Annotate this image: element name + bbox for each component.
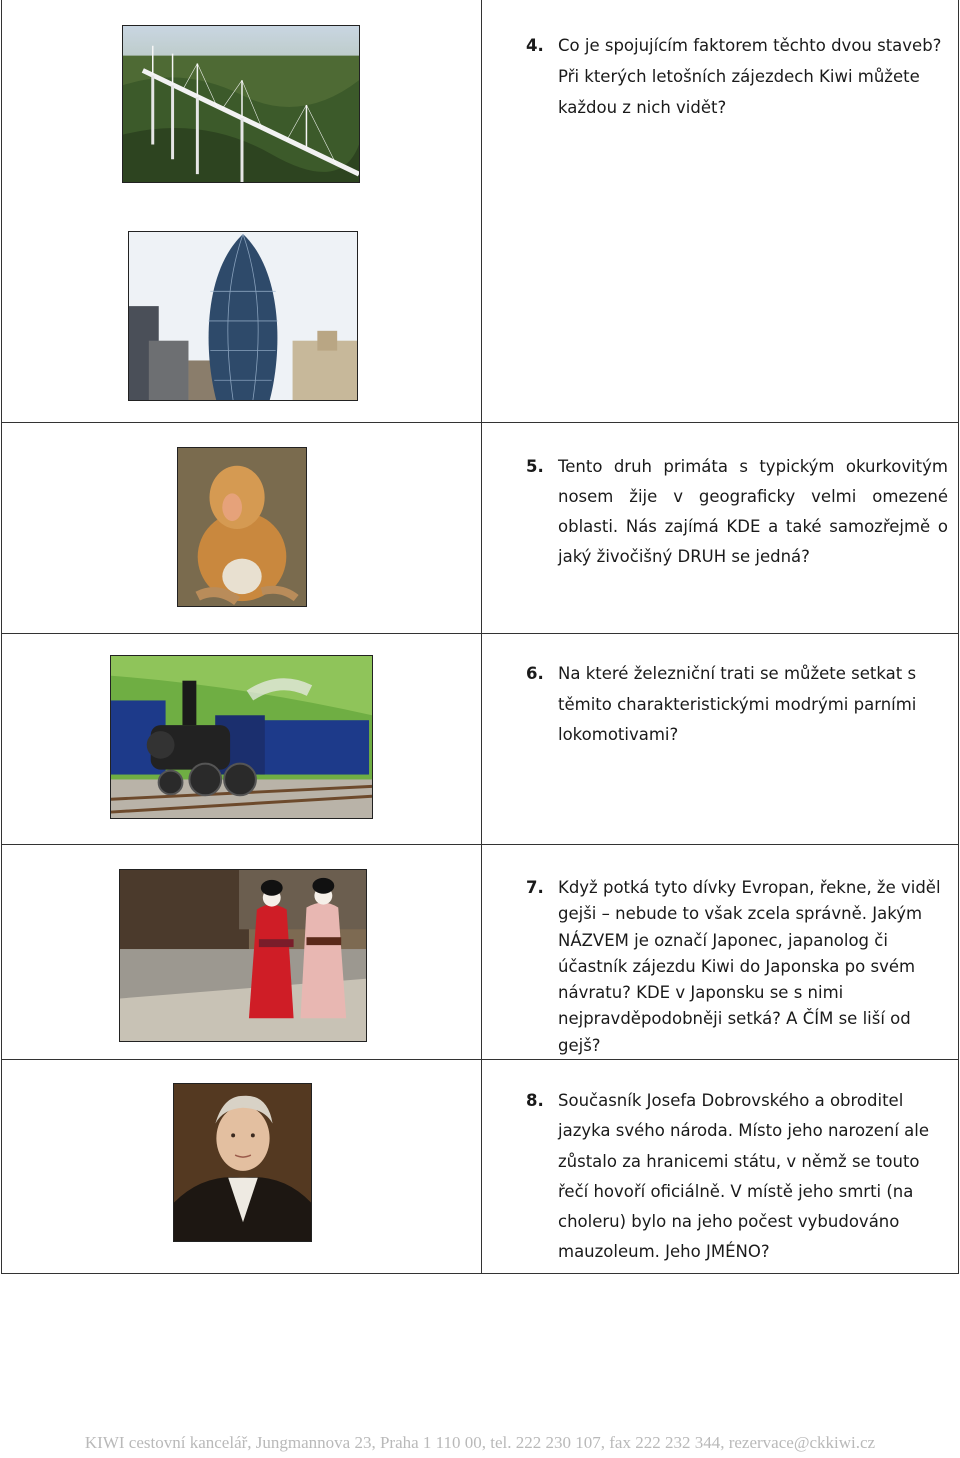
text-cell-4 bbox=[482, 0, 958, 422]
question-number: 6. bbox=[526, 664, 544, 683]
maiko-photo bbox=[119, 869, 367, 1042]
text-cell-5 bbox=[482, 423, 958, 633]
question-text: Tento druh primáta s typickým okurkovitým nosem žije v geograficky velmi omezené oblasti. Nás zajímá KDE a také samozřejmě o jaký živočišný DRUH se jedná? bbox=[558, 457, 948, 566]
quiz-row-4 bbox=[1, 0, 959, 423]
question-number: 5. bbox=[526, 457, 544, 476]
question-number: 4. bbox=[526, 36, 544, 55]
page-footer: KIWI cestovní kancelář, Jungmannova 23, Praha 1 110 00, tel. 222 230 107, fax 222 232 344, rezervace@ckkiwi.cz bbox=[84, 1433, 876, 1452]
question-4 bbox=[526, 30, 948, 123]
image-cell-6 bbox=[2, 633, 482, 844]
portrait-photo bbox=[173, 1083, 312, 1242]
text-cell-8 bbox=[482, 1059, 958, 1273]
question-7 bbox=[526, 875, 948, 1059]
question-text: Když potká tyto dívky Evropan, řekne, že viděl gejši – nebude to však zcela správně. Jakým NÁZVEM je označí Japonec, japanolog či účastník zájezdu Kiwi do Japonska po svém návratu? KDE v Japonsku se s nimi nejpravděpodobněji setká? A ČÍM se liší od gejš? bbox=[558, 878, 941, 1055]
quiz-row-5 bbox=[1, 422, 959, 634]
quiz-row-7 bbox=[1, 844, 959, 1060]
image-cell-7 bbox=[2, 844, 482, 1059]
image-cell-5 bbox=[2, 423, 482, 633]
proboscis-monkey-photo bbox=[177, 447, 307, 607]
steam-locomotive-photo bbox=[110, 655, 373, 819]
gherkin-tower-photo bbox=[128, 231, 358, 401]
image-cell-8 bbox=[2, 1059, 482, 1273]
question-number: 8. bbox=[526, 1091, 544, 1110]
text-cell-6 bbox=[482, 633, 958, 844]
question-8 bbox=[526, 1086, 948, 1268]
viaduct-photo bbox=[122, 25, 360, 183]
question-5 bbox=[526, 452, 948, 572]
question-text: Současník Josefa Dobrovského a obroditel jazyka svého národa. Místo jeho narození ale zůstalo za hranicemi státu, v němž se touto řečí hovoří oficiálně. V místě jeho smrti (na choleru) bylo na jeho počest vybudováno mauzoleum. Jeho JMÉNO? bbox=[558, 1091, 930, 1262]
quiz-table bbox=[1, 0, 959, 1274]
question-text: Na které železniční trati se můžete setkat s těmito charakteristickými modrými parními lokomotivami? bbox=[558, 664, 917, 744]
question-number: 7. bbox=[526, 878, 544, 897]
text-cell-7 bbox=[482, 844, 958, 1059]
quiz-row-8 bbox=[1, 1059, 959, 1274]
question-text: Co je spojujícím faktorem těchto dvou staveb? Při kterých letošních zájezdech Kiwi můžete každou z nich vidět? bbox=[558, 36, 942, 117]
image-cell-4 bbox=[2, 0, 482, 422]
quiz-row-6 bbox=[1, 633, 959, 845]
question-6 bbox=[526, 659, 948, 751]
